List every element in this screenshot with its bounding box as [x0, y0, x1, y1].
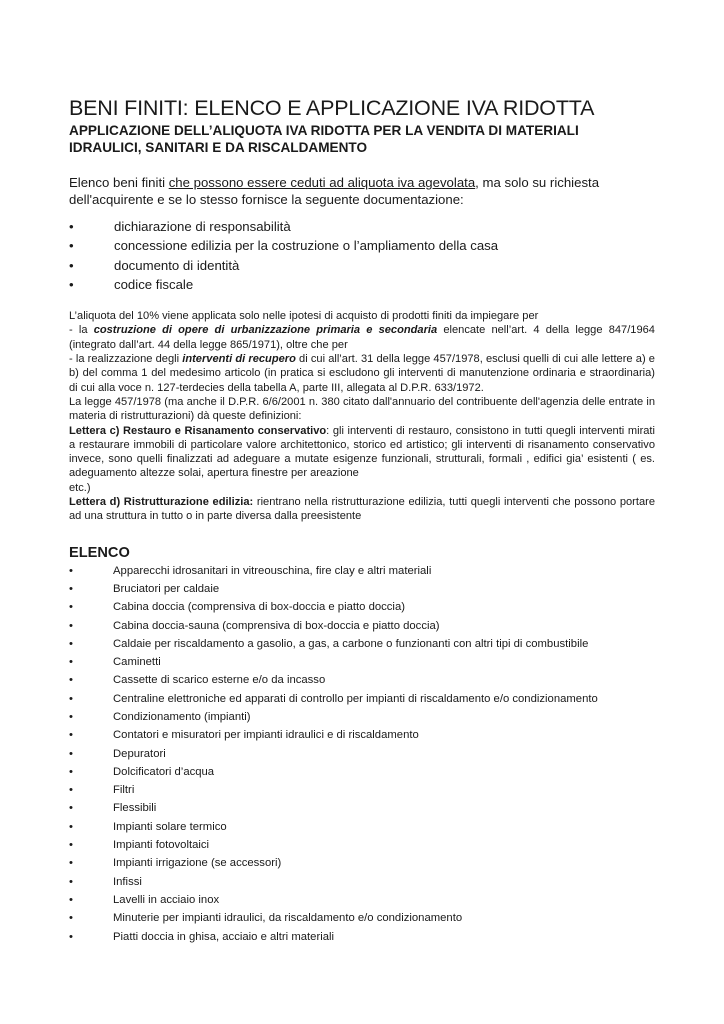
body-text-span: - la realizzazione degli: [69, 353, 183, 366]
body-text-span: : gli interventi di restauro, consistono in tutti quegli interventi mirati a restaurare immobili di particolare valore architettonico, storico ed artistico; gli interventi di risanamento conservativo invece, sono quelli finalizzati ad adeguare a mutate esigenze funzionali, strutturali, formali , edifici gia’ esistenti ( es. adeguamento altezze solai, apertura finestre per areazione: [69, 424, 655, 480]
list-item: [69, 653, 655, 671]
emphasis-recupero: interventi di recupero: [182, 353, 296, 366]
bullet-icon: •: [69, 802, 73, 815]
list-item-label: Centraline elettroniche ed apparati di controllo per impianti di riscaldamento e/o condizionamento: [113, 692, 598, 705]
body-paragraph-1: L’aliquota del 10% viene applicata solo nelle ipotesi di acquisto di prodotti finiti da impiegare per: [69, 310, 539, 323]
body-paragraph-4: La legge 457/1978 (ma anche il D.P.R. 6/6/2001 n. 380 citato dall'annuario del contribuente dell'agenzia delle entrate in materia di ristrutturazioni) dà queste definizioni:: [69, 395, 655, 423]
bullet-icon: •: [69, 219, 74, 234]
list-item-label: Cabina doccia (comprensiva di box-doccia e piatto doccia): [113, 601, 405, 614]
bullet-icon: •: [69, 857, 73, 870]
bullet-icon: •: [69, 747, 73, 760]
elenco-list: [69, 562, 655, 946]
list-item: [69, 276, 655, 293]
body-text: [69, 309, 655, 523]
body-paragraph-2: [69, 323, 655, 352]
intro-text-before: Elenco beni finiti: [69, 175, 169, 190]
list-item: [69, 818, 655, 836]
bullet-icon: •: [69, 277, 74, 293]
bullet-icon: •: [69, 912, 73, 925]
bullet-icon: •: [69, 238, 74, 254]
list-item-label: Apparecchi idrosanitari in vitreouschina, fire clay e altri materiali: [113, 564, 432, 577]
body-text-span: di cui all’art. 31 della legge 457/1978, esclusi quelli di cui alle lettere a) e b) del comma 1 del medesimo articolo (in pratica si escludono gli interventi di manutenzione ordinaria e straordinaria) di cui alla voce n. 127-terdecies della tabella A, parte III, allegata al D.P.R. 633/1972.: [69, 353, 655, 394]
intro-text-after: , ma solo su richiesta dell'acquirente e se lo stesso fornisce la seguente documentazione:: [69, 175, 600, 207]
bullet-icon: •: [69, 765, 73, 778]
list-item: [69, 891, 655, 909]
bullet-icon: •: [69, 729, 73, 742]
intro-paragraph: [69, 174, 655, 208]
bullet-icon: •: [69, 601, 73, 614]
bullet-icon: •: [69, 930, 73, 943]
list-item-label: Lavelli in acciaio inox: [113, 893, 220, 906]
list-item-label: Contatori e misuratori per impianti idraulici e di riscaldamento: [113, 729, 419, 742]
list-item: [69, 580, 655, 598]
emphasis-urbanizzazione: costruzione di opere di urbanizzazione primaria e secondaria: [93, 324, 438, 337]
list-item: [69, 909, 655, 927]
bullet-icon: •: [69, 820, 73, 833]
list-item: [69, 218, 655, 235]
list-item: [69, 598, 655, 616]
list-item-label: codice fiscale: [114, 277, 194, 293]
list-item-label: Cassette di scarico esterne e/o da incasso: [113, 674, 326, 687]
body-text-span: - la: [69, 324, 94, 337]
list-item: [69, 690, 655, 708]
document-title: BENI FINITI: ELENCO E APPLICAZIONE IVA RIDOTTA: [69, 96, 595, 120]
list-item-label: Condizionamento (impianti): [113, 711, 251, 723]
document-page: [69, 96, 655, 946]
list-item: [69, 562, 655, 580]
list-item: [69, 617, 655, 635]
list-item-label: Impianti fotovoltaici: [113, 839, 210, 852]
bullet-icon: •: [69, 582, 73, 595]
body-paragraph-5-end: etc.): [69, 481, 91, 494]
lettera-d-heading: Lettera d) Ristrutturazione edilizia:: [69, 496, 254, 509]
list-item-label: documento di identità: [114, 257, 240, 273]
list-item: [69, 257, 655, 274]
list-item: [69, 836, 655, 854]
list-item-label: Piatti doccia in ghisa, acciaio e altri materiali: [113, 930, 335, 943]
intro-underlined-text: che possono essere ceduti ad aliquota iva agevolata: [168, 175, 476, 190]
list-item-label: Minuterie per impianti idraulici, da riscaldamento e/o condizionamento: [113, 912, 463, 925]
list-item: [69, 799, 655, 817]
body-paragraph-3: [69, 352, 655, 395]
list-item: [69, 708, 655, 726]
list-item-label: Impianti solare termico: [113, 820, 227, 833]
list-item-label: Impianti irrigazione (se accessori): [113, 857, 282, 870]
list-item-label: dichiarazione di responsabilità: [114, 219, 291, 234]
list-item-label: Dolcificatori d’acqua: [113, 765, 215, 778]
requirements-list: [69, 218, 655, 293]
body-text-span: rientrano nella ristrutturazione edilizia, tutti quegli interventi che possono portare ad una struttura in tutto o in parte diversa dalla preesistente: [69, 496, 655, 523]
list-item: [69, 854, 655, 872]
bullet-icon: •: [69, 692, 73, 705]
list-item: [69, 237, 655, 254]
bullet-icon: •: [69, 564, 73, 577]
list-item-label: Flessibili: [113, 802, 157, 815]
list-item: [69, 781, 655, 799]
list-item-label: Infissi: [113, 875, 142, 888]
list-item-label: Bruciatori per caldaie: [113, 582, 220, 595]
bullet-icon: •: [69, 711, 73, 723]
bullet-icon: •: [69, 257, 74, 273]
list-item: [69, 873, 655, 891]
document-subtitle: APPLICAZIONE DELL’ALIQUOTA IVA RIDOTTA PER LA VENDITA DI MATERIALI IDRAULICI, SANITARI E DA RISCALDAMENTO: [69, 123, 579, 155]
list-item-label: Caldaie per riscaldamento a gasolio, a gas, a carbone o funzionanti con altri tipi di combustibile: [113, 637, 589, 650]
list-item-label: Filtri: [113, 784, 135, 797]
bullet-icon: •: [69, 839, 73, 852]
list-item-label: Caminetti: [113, 656, 161, 669]
list-item-label: Cabina doccia-sauna (comprensiva di box-doccia e piatto doccia): [113, 619, 440, 632]
list-item: [69, 671, 655, 689]
bullet-icon: •: [69, 637, 73, 650]
bullet-icon: •: [69, 656, 73, 669]
list-item: [69, 928, 655, 946]
lettera-c-heading: Lettera c) Restauro e Risanamento conservativo: [69, 424, 327, 437]
body-paragraph-6: [69, 495, 655, 524]
list-item: [69, 745, 655, 763]
bullet-icon: •: [69, 674, 73, 687]
list-item-label: concessione edilizia per la costruzione o l’ampliamento della casa: [114, 238, 499, 254]
bullet-icon: •: [69, 619, 73, 632]
bullet-icon: •: [69, 893, 73, 906]
bullet-icon: •: [69, 875, 73, 888]
list-item: [69, 763, 655, 781]
list-item-label: Depuratori: [113, 747, 166, 760]
elenco-heading: ELENCO: [69, 544, 130, 561]
body-text-span: elencate nell’art. 4 della legge 847/1964 (integrato dall’art. 44 della legge 865/1971), oltre che per: [69, 324, 655, 351]
bullet-icon: •: [69, 784, 73, 797]
body-paragraph-5: [69, 424, 655, 481]
list-item: [69, 635, 655, 653]
list-item: [69, 726, 655, 744]
